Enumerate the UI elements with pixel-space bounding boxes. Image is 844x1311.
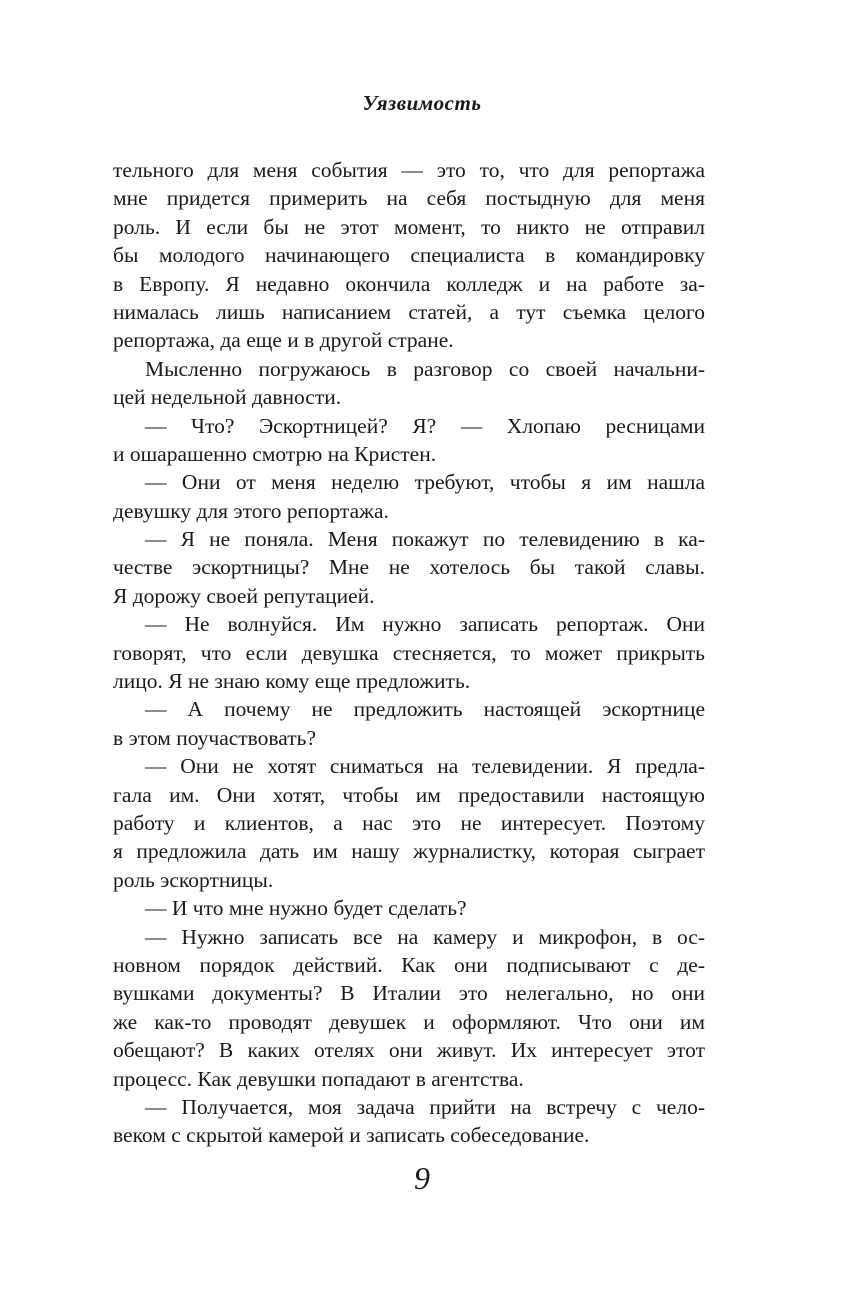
text-line: Я дорожу своей репутацией. <box>113 583 375 608</box>
text-line: лицо. Я не знаю кому еще предложить. <box>113 669 471 694</box>
text-line: честве эскортницы? Мне не хотелось бы такой славы. <box>113 555 705 580</box>
text-line: цей недельной давности. <box>113 385 342 410</box>
text-line: — Нужно записать все на камеру и микрофон, в ос- <box>145 924 705 949</box>
text-line: веком с скрытой камерой и записать собеседование. <box>113 1123 590 1148</box>
text-line: новном порядок действий. Как они подписывают с де- <box>113 952 705 977</box>
text-line: — Они не хотят сниматься на телевидении. Я предла- <box>145 754 705 779</box>
text-line: обещают? В каких отелях они живут. Их интересует этот <box>113 1038 705 1063</box>
running-header: Уязвимость <box>362 91 482 115</box>
text-line: — Что? Эскортницей? Я? — Хлопаю ресницами <box>145 413 705 438</box>
text-line: — Получается, моя задача прийти на встречу с чело- <box>145 1094 705 1119</box>
text-line: тельного для меня события — это то, что для репортажа <box>113 158 705 182</box>
text-line: — Они от меня неделю требуют, чтобы я им нашла <box>145 470 705 495</box>
text-line: работу и клиентов, а нас это не интересует. Поэтому <box>113 810 705 835</box>
text-line: — И что мне нужно будет сделать? <box>145 896 467 921</box>
page-number: 9 <box>414 1160 430 1196</box>
text-line: — Я не поняла. Меня покажут по телевидению в ка- <box>145 527 705 552</box>
text-line: говорят, что если девушка стесняется, то может прикрыть <box>113 640 705 665</box>
text-line: нималась лишь написанием статей, а тут съемка целого <box>113 299 705 324</box>
text-line: в этом поучаствовать? <box>113 725 317 750</box>
text-line: вушками документы? В Италии это нелегально, но они <box>113 981 705 1006</box>
page-body-text <box>113 156 705 1150</box>
text-line: роль. И если бы не этот момент, то никто не отправил <box>113 214 705 239</box>
text-line: и ошарашенно смотрю на Кристен. <box>113 441 437 466</box>
text-line: процесс. Как девушки попадают в агентства. <box>113 1066 524 1091</box>
text-line: — Не волнуйся. Им нужно записать репортаж. Они <box>145 612 705 637</box>
text-line: я предложила дать им нашу журналистку, которая сыграет <box>113 839 705 864</box>
text-line: гала им. Они хотят, чтобы им предоставили настоящую <box>113 782 705 807</box>
text-line: репортажа, да еще и в другой стране. <box>113 328 454 353</box>
text-line: в Европу. Я недавно окончила колледж и на работе за- <box>113 271 705 296</box>
text-line: девушку для этого репортажа. <box>113 498 389 523</box>
text-line: роль эскортницы. <box>113 867 274 892</box>
text-line: мне придется примерить на себя постыдную для меня <box>113 186 705 211</box>
text-line: бы молодого начинающего специалиста в командировку <box>113 243 705 268</box>
text-line: Мысленно погружаюсь в разговор со своей начальни- <box>145 356 705 381</box>
text-line: — А почему не предложить настоящей эскортнице <box>145 697 705 722</box>
text-line: же как-то проводят девушек и оформляют. Что они им <box>113 1009 705 1034</box>
